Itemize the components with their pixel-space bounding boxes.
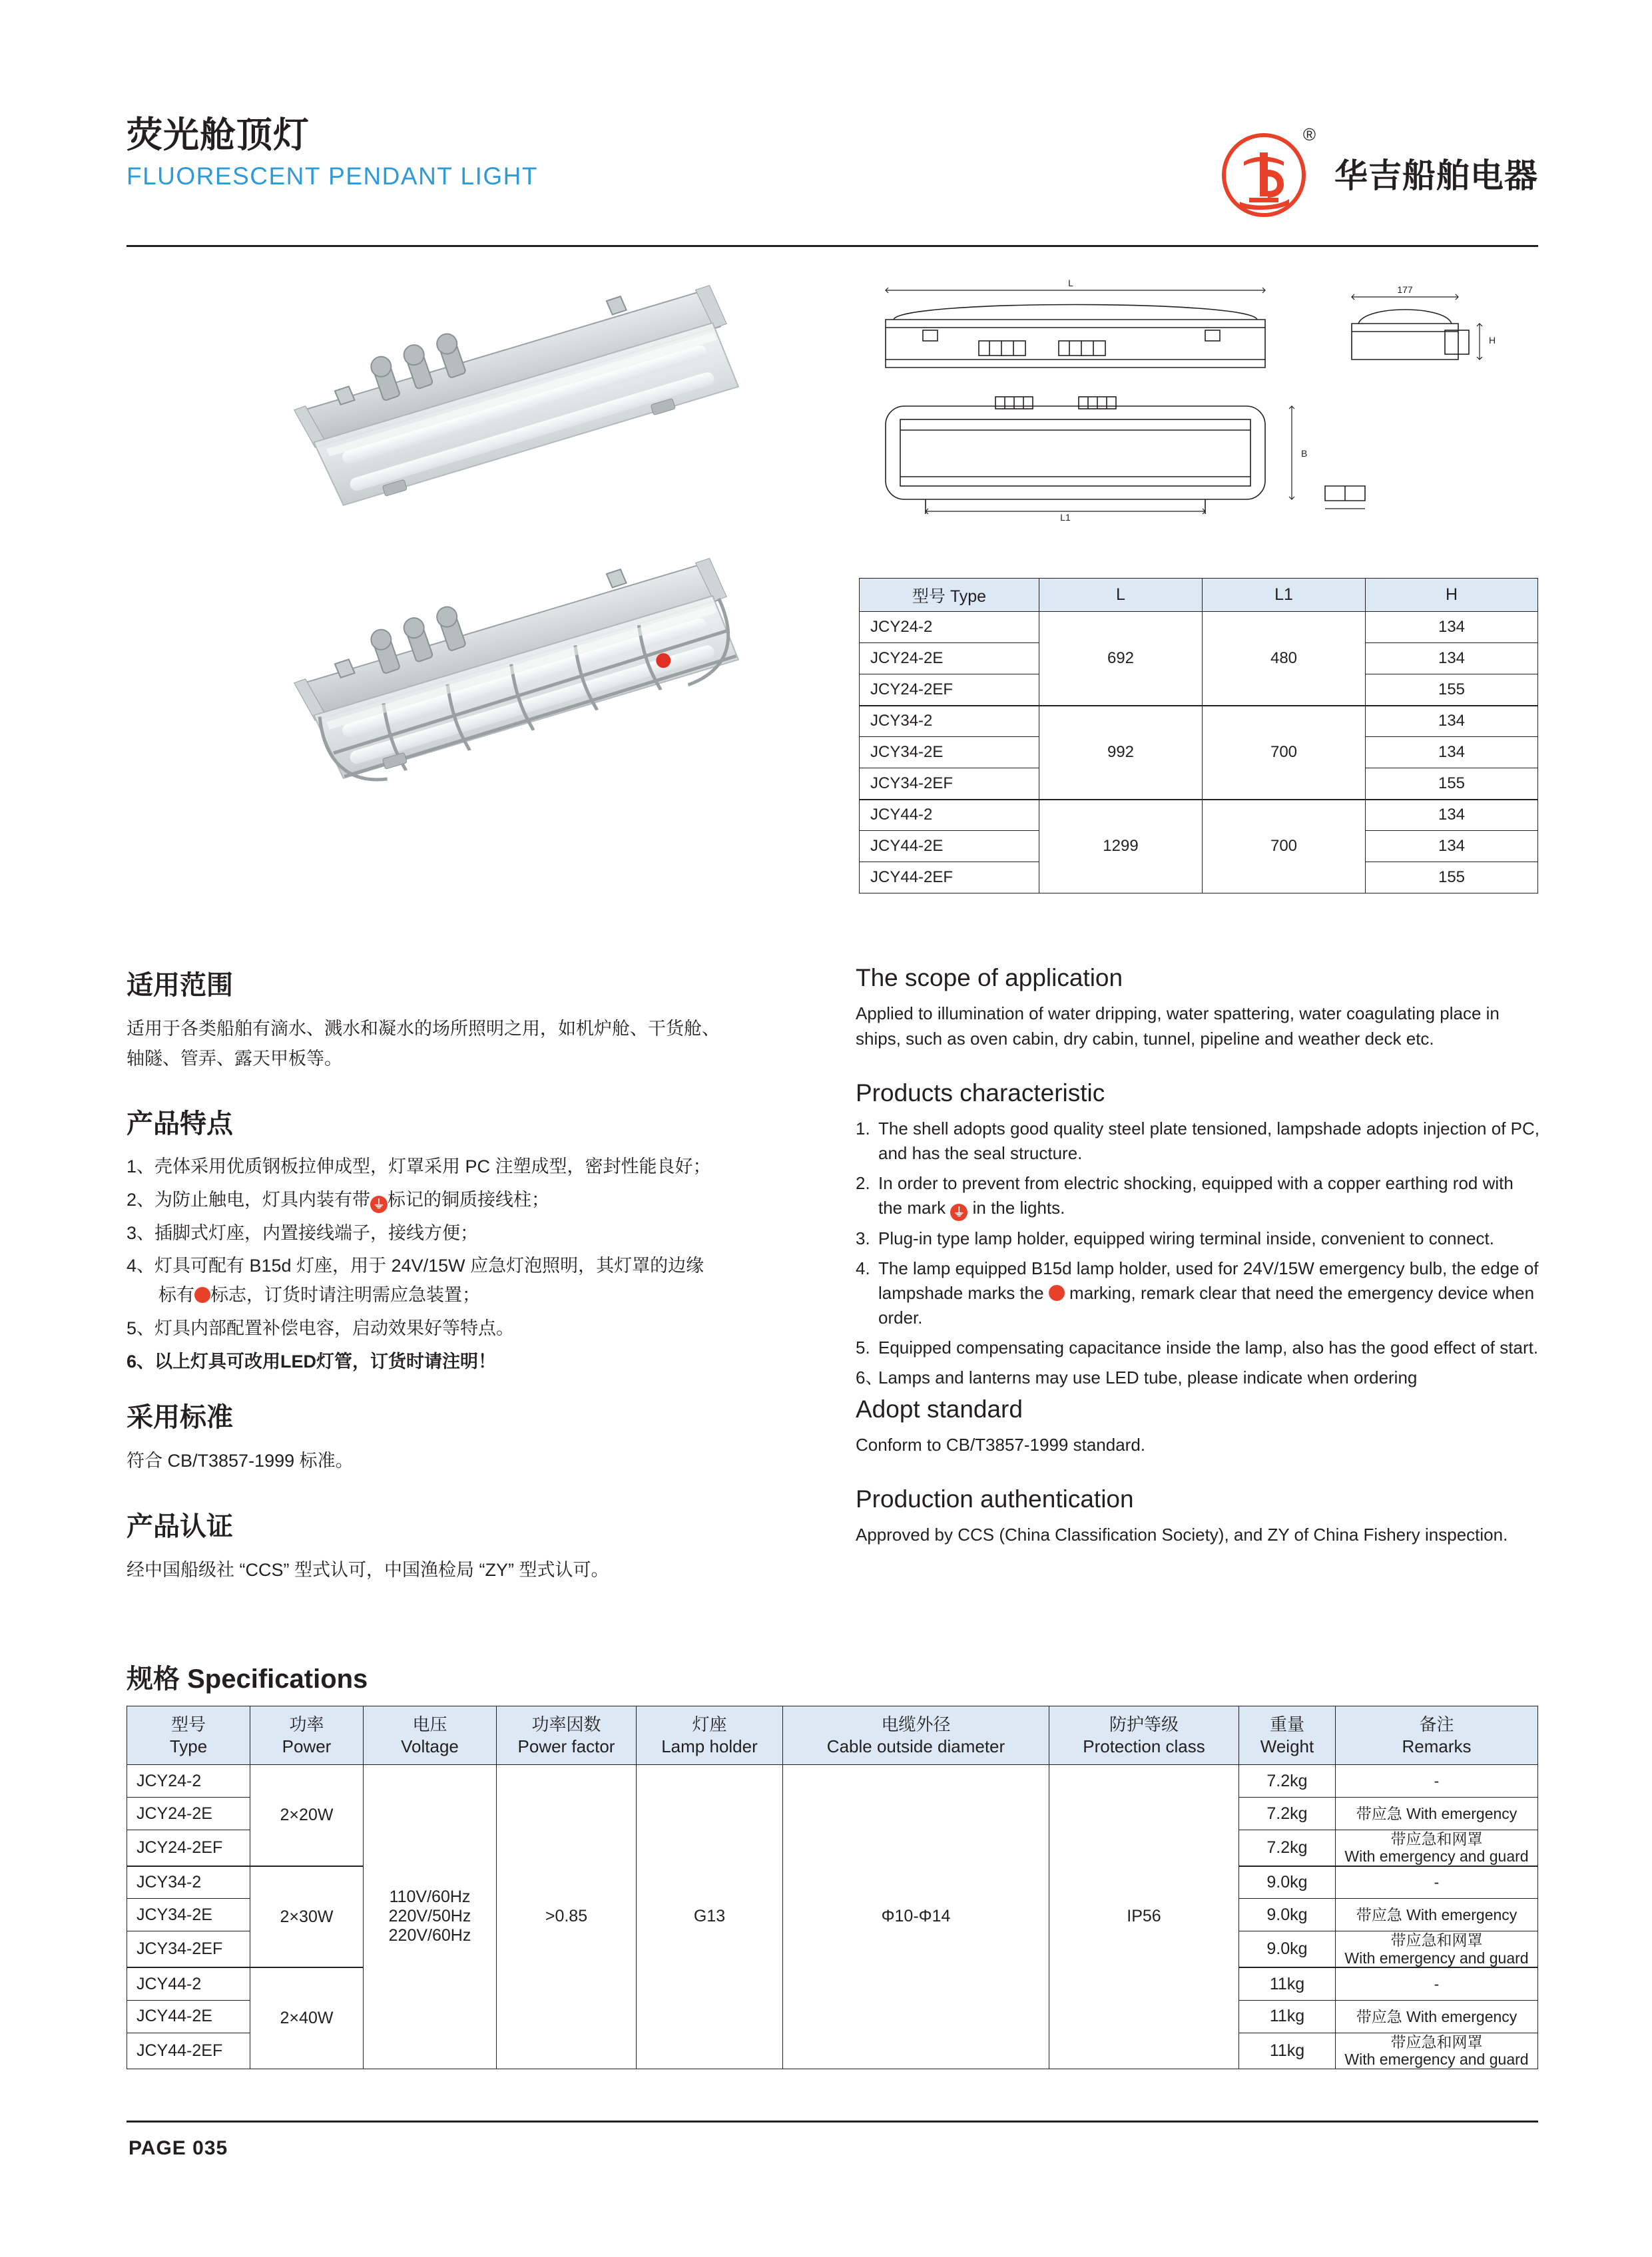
list-item <box>856 1366 1541 1390</box>
spec-cell-weight: 7.2kg <box>1239 1765 1336 1798</box>
spec-cell-remark <box>1336 1830 1538 1866</box>
english-text-column <box>856 964 1541 1553</box>
table-row <box>860 706 1538 737</box>
spec-remark-cn: 带应急和网罩 <box>1390 1830 1483 1848</box>
spec-cell-power: 2×20W <box>250 1765 364 1866</box>
spec-header-weight-cn: 重量 <box>1269 1714 1304 1734</box>
list-item <box>127 1186 819 1215</box>
spec-cell-type: JCY24-2 <box>127 1765 250 1798</box>
spec-header-power-factor-cn: 功率因数 <box>531 1714 601 1734</box>
product-photos <box>166 266 846 806</box>
red-dot-icon <box>194 1287 210 1303</box>
dim-cell-h: 134 <box>1366 612 1538 643</box>
list-item: 3、插脚式灯座，内置接线端子，接线方便； <box>127 1222 479 1243</box>
spec-cell-remark <box>1336 1931 1538 1967</box>
dim-cell-type: JCY24-2EF <box>860 674 1039 706</box>
spec-cell-weight: 11kg <box>1239 2000 1336 2033</box>
dim-cell-type: JCY44-2E <box>860 831 1039 862</box>
dim-cell-h: 155 <box>1366 674 1538 706</box>
char-item2-post: 标记的铜质接线柱； <box>388 1189 550 1210</box>
spec-cell-remark: 带应急 With emergency <box>1336 2000 1538 2033</box>
characteristics-heading-cn: 产品特点 <box>127 1109 233 1139</box>
dim-cell-l: 992 <box>1039 706 1203 800</box>
dim-cell-type: JCY24-2E <box>860 643 1039 674</box>
scope-text-cn-line2: 轴隧、管弄、露天甲板等。 <box>127 1048 342 1069</box>
spec-cell-weight: 7.2kg <box>1239 1798 1336 1830</box>
spec-remark-en: With emergency and guard <box>1344 1848 1529 1866</box>
char-item2-pre: 2、为防止触电，灯具内装有带 <box>127 1189 371 1210</box>
char-item4-line2-pre: 标有 <box>158 1285 194 1306</box>
list-text: Plug-in type lamp holder, equipped wiring terminal inside, convenient to connect. <box>878 1228 1494 1249</box>
technical-drawings <box>859 266 1538 546</box>
char-item4-line1: 4、灯具可配有 B15d 灯座，用于 24V/15W 应急灯泡照明，其灯罩的边缘 <box>127 1256 704 1276</box>
table-row <box>860 612 1538 643</box>
spec-cell-type: JCY34-2E <box>127 1899 250 1931</box>
dim-cell-l1: 480 <box>1203 612 1366 706</box>
voltage-line-1: 110V/60Hz <box>389 1887 471 1907</box>
table-row <box>127 1765 1538 1798</box>
list-item <box>127 1252 819 1310</box>
dim-cell-l: 1299 <box>1039 800 1203 893</box>
standard-heading-cn: 采用标准 <box>127 1403 233 1433</box>
dimension-table <box>859 578 1538 893</box>
footer-divider <box>127 2121 1538 2123</box>
characteristics-list-cn <box>127 1152 819 1376</box>
dim-cell-l: 692 <box>1039 612 1203 706</box>
standard-text-cn: 符合 CB/T3857-1999 标准。 <box>127 1451 354 1471</box>
list-text-post: marking, remark clear that need the emergency device when order. <box>878 1282 1535 1328</box>
list-number: 4. <box>856 1258 870 1278</box>
spec-cell-voltage <box>364 1765 497 2069</box>
scope-text-cn-line1: 适用于各类船舶有滴水、溅水和凝水的场所照明之用，如机炉舱、干货舱、 <box>127 1019 720 1039</box>
dim-header-l1: L1 <box>1203 579 1366 612</box>
spec-cell-remark: - <box>1336 1967 1538 2000</box>
list-text: The shell adopts good quality steel plate tensioned, lampshade adopts injection of PC, and has the seal structure. <box>878 1119 1539 1164</box>
dim-header-h: H <box>1366 579 1538 612</box>
spec-header-type <box>127 1706 250 1765</box>
dim-cell-type: JCY24-2 <box>860 612 1039 643</box>
list-item: 5、灯具内部配置补偿电容，启动效果好等特点。 <box>127 1318 515 1338</box>
spec-cell-weight: 9.0kg <box>1239 1866 1336 1899</box>
earthing-mark-icon: ⏚ <box>950 1204 967 1221</box>
spec-header-type-en: Type <box>169 1736 208 1756</box>
list-item <box>856 1226 1541 1251</box>
dim-cell-type: JCY34-2EF <box>860 768 1039 800</box>
spec-remark-en: With emergency and guard <box>1344 1949 1529 1967</box>
scope-text-cn <box>127 1014 819 1073</box>
spec-header-voltage <box>364 1706 497 1765</box>
dim-cell-type: JCY34-2 <box>860 706 1039 737</box>
spec-cell-type: JCY34-2 <box>127 1866 250 1899</box>
drawing-label-L1: L1 <box>1060 512 1071 523</box>
list-text: Equipped compensating capacitance inside the lamp, also has the good effect of start. <box>878 1337 1539 1358</box>
spec-header-protection-en: Protection class <box>1083 1736 1205 1756</box>
list-text: Lamps and lanterns may use LED tube, please indicate when ordering <box>878 1367 1418 1387</box>
voltage-line-3: 220V/60Hz <box>388 1926 471 1945</box>
characteristics-heading-en: Products characteristic <box>856 1079 1105 1107</box>
spec-cell-remark: 带应急 With emergency <box>1336 1798 1538 1830</box>
dim-cell-h: 134 <box>1366 706 1538 737</box>
list-item <box>856 1336 1541 1360</box>
brand-block <box>1220 123 1538 223</box>
list-text-pre: The lamp equipped B15d lamp holder, used for 24V/15W emergency bulb, the edge of lampshade marks the <box>878 1258 1539 1303</box>
list-text-pre: In order to prevent from electric shocking, equipped with a copper earthing rod with the mark <box>878 1173 1514 1218</box>
dim-header-type: 型号 Type <box>860 579 1039 612</box>
spec-cell-weight: 9.0kg <box>1239 1931 1336 1967</box>
spec-cell-power: 2×30W <box>250 1866 364 1967</box>
spec-header-voltage-cn: 电压 <box>412 1714 447 1734</box>
specifications-table <box>127 1706 1538 2069</box>
drawing-label-B: B <box>1301 448 1308 459</box>
dim-cell-type: JCY44-2 <box>860 800 1039 831</box>
spec-remark-cn: 带应急和网罩 <box>1390 1931 1483 1949</box>
dim-cell-h: 134 <box>1366 643 1538 674</box>
authentication-heading-cn: 产品认证 <box>127 1511 233 1541</box>
spec-header-power-factor-en: Power factor <box>517 1736 615 1756</box>
spec-remark-cn: 带应急和网罩 <box>1390 2033 1483 2051</box>
characteristics-list-en <box>856 1117 1541 1389</box>
chinese-text-column <box>127 964 819 1591</box>
earthing-mark-icon: ⏚ <box>370 1196 388 1213</box>
spec-cell-remark: - <box>1336 1765 1538 1798</box>
red-dot-icon <box>1049 1285 1065 1301</box>
spec-cell-type: JCY34-2EF <box>127 1931 250 1967</box>
scope-text-en: Applied to illumination of water dripping, water spattering, water coagulating place in ships, such as oven cabin, dry cabin, tunnel, pipeline and weather deck etc. <box>856 1003 1500 1049</box>
spec-header-power-en: Power <box>282 1736 332 1756</box>
table-row <box>860 800 1538 831</box>
dim-cell-h: 134 <box>1366 737 1538 768</box>
spec-cell-lamp-holder: G13 <box>637 1765 783 2069</box>
list-item <box>856 1171 1541 1221</box>
authentication-text-en: Approved by CCS (China Classification Society), and ZY of China Fishery inspection. <box>856 1525 1508 1545</box>
dim-cell-h: 134 <box>1366 831 1538 862</box>
spec-table-header-row <box>127 1706 1538 1765</box>
spec-cell-protection: IP56 <box>1049 1765 1239 2069</box>
specifications-heading: 规格 Specifications <box>127 1664 368 1694</box>
spec-cell-remark: 带应急 With emergency <box>1336 1899 1538 1931</box>
spec-header-remarks-en: Remarks <box>1402 1736 1472 1756</box>
spec-header-remarks-cn: 备注 <box>1419 1714 1454 1734</box>
spec-remark-en: With emergency and guard <box>1344 2051 1529 2069</box>
voltage-line-2: 220V/50Hz <box>388 1907 471 1926</box>
spec-header-lamp-holder <box>637 1706 783 1765</box>
char-item4-line2-post: 标志，订货时请注明需应急装置； <box>210 1285 480 1306</box>
spec-cell-type: JCY24-2EF <box>127 1830 250 1866</box>
spec-header-cable-en: Cable outside diameter <box>826 1736 1005 1756</box>
spec-header-power-cn: 功率 <box>289 1714 324 1734</box>
page-title-en: FLUORESCENT PENDANT LIGHT <box>127 162 538 190</box>
spec-cell-type: JCY44-2 <box>127 1967 250 2000</box>
list-number: 6、 <box>856 1367 883 1387</box>
dimension-table-header-row <box>860 579 1538 612</box>
list-item: 1、壳体采用优质钢板拉伸成型，灯罩采用 PC 注塑成型，密封性能良好； <box>127 1156 711 1177</box>
spec-cell-weight: 7.2kg <box>1239 1830 1336 1866</box>
spec-cell-remark: - <box>1336 1866 1538 1899</box>
list-item <box>856 1117 1541 1166</box>
spec-header-weight <box>1239 1706 1336 1765</box>
spec-header-power <box>250 1706 364 1765</box>
registered-trademark-icon: ® <box>1302 125 1316 144</box>
spec-cell-type: JCY44-2E <box>127 2000 250 2033</box>
spec-header-cable <box>783 1706 1049 1765</box>
page-number: PAGE 035 <box>129 2137 228 2159</box>
spec-cell-weight: 11kg <box>1239 2033 1336 2069</box>
company-logo-icon <box>1220 123 1320 223</box>
list-number: 2. <box>856 1173 870 1194</box>
list-number: 5. <box>856 1337 870 1358</box>
dim-cell-h: 155 <box>1366 862 1538 893</box>
dim-cell-l1: 700 <box>1203 706 1366 800</box>
spec-cell-weight: 11kg <box>1239 1967 1336 2000</box>
product-photo-plain <box>166 266 846 526</box>
spec-cell-cable: Φ10-Φ14 <box>783 1765 1049 2069</box>
spec-header-cable-cn: 电缆外径 <box>881 1714 951 1734</box>
spec-cell-weight: 9.0kg <box>1239 1899 1336 1931</box>
scope-heading-cn: 适用范围 <box>127 971 233 1000</box>
spec-header-remarks <box>1336 1706 1538 1765</box>
spec-cell-power: 2×40W <box>250 1967 364 2069</box>
authentication-text-cn: 经中国船级社 “CCS” 型式认可，中国渔检局 “ZY” 型式认可。 <box>127 1559 609 1580</box>
dim-cell-type: JCY34-2E <box>860 737 1039 768</box>
standard-heading-en: Adopt standard <box>856 1395 1023 1423</box>
list-number: 3. <box>856 1228 870 1249</box>
brand-name: 华吉船舶电器 <box>1334 157 1538 194</box>
dim-cell-h: 134 <box>1366 800 1538 831</box>
spec-header-lamp-holder-en: Lamp holder <box>661 1736 758 1756</box>
dim-header-l: L <box>1039 579 1203 612</box>
spec-cell-remark <box>1336 2033 1538 2069</box>
drawing-label-L: L <box>1068 278 1073 288</box>
header-divider <box>127 245 1538 247</box>
spec-cell-type: JCY44-2EF <box>127 2033 250 2069</box>
dim-cell-type: JCY44-2EF <box>860 862 1039 893</box>
spec-header-weight-en: Weight <box>1260 1736 1314 1756</box>
spec-cell-type: JCY24-2E <box>127 1798 250 1830</box>
spec-header-power-factor <box>497 1706 637 1765</box>
scope-heading-en: The scope of application <box>856 964 1123 991</box>
list-number: 1. <box>856 1119 870 1139</box>
list-item <box>856 1256 1541 1330</box>
drawing-label-H: H <box>1489 335 1496 346</box>
list-item: 6、以上灯具可改用LED灯管，订货时请注明！ <box>127 1351 497 1372</box>
spec-header-type-cn: 型号 <box>170 1714 206 1734</box>
spec-header-lamp-holder-cn: 灯座 <box>692 1714 727 1734</box>
spec-header-voltage-en: Voltage <box>401 1736 459 1756</box>
dim-cell-l1: 700 <box>1203 800 1366 893</box>
drawing-label-177: 177 <box>1397 284 1413 295</box>
spec-header-protection <box>1049 1706 1239 1765</box>
standard-text-en: Conform to CB/T3857-1999 standard. <box>856 1434 1146 1455</box>
spec-header-protection-cn: 防护等级 <box>1109 1714 1179 1734</box>
spec-cell-power-factor: >0.85 <box>497 1765 637 2069</box>
page-title-cn: 荧光舱顶灯 <box>127 115 310 155</box>
product-photo-with-guard <box>166 539 846 799</box>
authentication-heading-en: Production authentication <box>856 1485 1134 1513</box>
dim-cell-h: 155 <box>1366 768 1538 800</box>
list-text-post: in the lights. <box>972 1198 1065 1218</box>
page-header <box>127 117 1538 240</box>
